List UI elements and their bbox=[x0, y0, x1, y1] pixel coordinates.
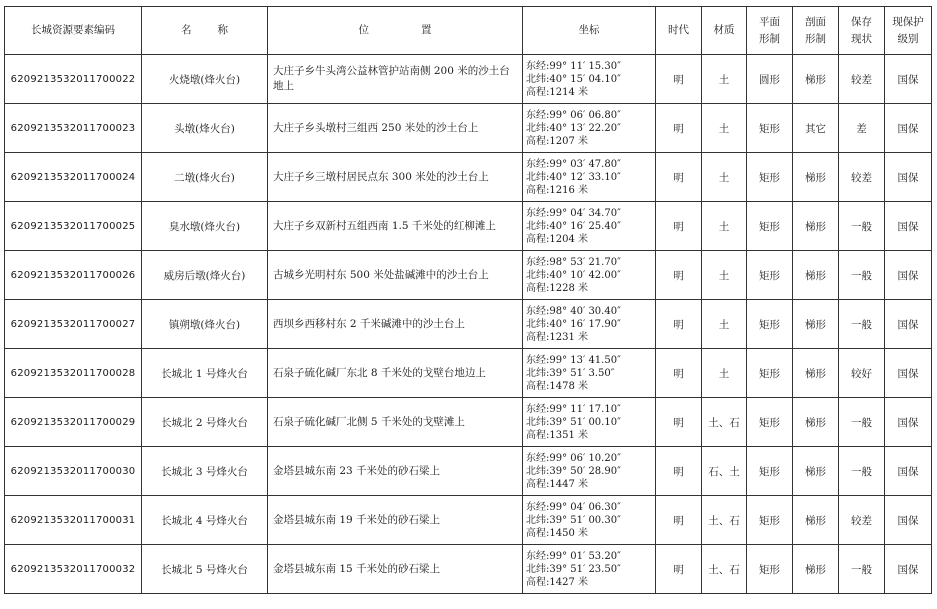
table-row bbox=[5, 545, 932, 594]
cell-plan-shape: 矩形 bbox=[747, 496, 793, 545]
coord-altitude: 高程:1450 米 bbox=[526, 527, 588, 539]
cell-section-shape: 梯形 bbox=[793, 300, 839, 349]
cell-era: 明 bbox=[656, 251, 702, 300]
cell-era: 明 bbox=[656, 153, 702, 202]
cell-name: 长城北 3 号烽火台 bbox=[142, 447, 268, 496]
cell-protection-level: 国保 bbox=[885, 545, 932, 594]
cell-plan-shape: 圆形 bbox=[747, 55, 793, 104]
cell-code: 6209213532011700026 bbox=[5, 251, 142, 300]
cell-coordinates bbox=[523, 300, 656, 349]
table-row bbox=[5, 202, 932, 251]
table-row bbox=[5, 55, 932, 104]
cell-location: 石泉子硫化碱厂北侧 5 千米处的戈壁滩上 bbox=[268, 398, 523, 447]
cell-preservation-state: 较差 bbox=[839, 496, 885, 545]
cell-material: 土 bbox=[702, 349, 747, 398]
cell-coordinates bbox=[523, 55, 656, 104]
coord-latitude: 北纬:39° 51′ 23.50″ bbox=[526, 563, 621, 575]
cell-material: 土 bbox=[702, 104, 747, 153]
cell-preservation-state: 一般 bbox=[839, 251, 885, 300]
cell-preservation-state: 差 bbox=[839, 104, 885, 153]
header-material: 材质 bbox=[702, 7, 747, 55]
coord-latitude: 北纬:40° 13′ 22.20″ bbox=[526, 122, 621, 134]
coord-longitude: 东经:99° 06′ 06.80″ bbox=[526, 109, 621, 121]
cell-material: 土 bbox=[702, 153, 747, 202]
cell-code: 6209213532011700030 bbox=[5, 447, 142, 496]
cell-coordinates bbox=[523, 104, 656, 153]
cell-protection-level: 国保 bbox=[885, 202, 932, 251]
table-row bbox=[5, 300, 932, 349]
cell-plan-shape: 矩形 bbox=[747, 545, 793, 594]
cell-protection-level: 国保 bbox=[885, 104, 932, 153]
coord-longitude: 东经:99° 04′ 06.30″ bbox=[526, 501, 621, 513]
cell-plan-shape: 矩形 bbox=[747, 251, 793, 300]
cell-location: 大庄子乡双新村五组西南 1.5 千米处的红柳滩上 bbox=[268, 202, 523, 251]
coord-altitude: 高程:1447 米 bbox=[526, 478, 588, 490]
cell-section-shape: 梯形 bbox=[793, 496, 839, 545]
coord-longitude: 东经:99° 06′ 10.20″ bbox=[526, 452, 621, 464]
cell-protection-level: 国保 bbox=[885, 55, 932, 104]
cell-coordinates bbox=[523, 202, 656, 251]
cell-name: 二墩(烽火台) bbox=[142, 153, 268, 202]
heritage-table-sheet bbox=[4, 6, 932, 594]
coord-altitude: 高程:1427 米 bbox=[526, 576, 588, 588]
coord-longitude: 东经:99° 13′ 41.50″ bbox=[526, 354, 621, 366]
cell-location: 石泉子硫化碱厂东北 8 千米处的戈壁台地边上 bbox=[268, 349, 523, 398]
cell-protection-level: 国保 bbox=[885, 447, 932, 496]
cell-section-shape: 梯形 bbox=[793, 202, 839, 251]
cell-era: 明 bbox=[656, 202, 702, 251]
cell-plan-shape: 矩形 bbox=[747, 202, 793, 251]
cell-coordinates bbox=[523, 545, 656, 594]
cell-code: 6209213532011700032 bbox=[5, 545, 142, 594]
cell-material: 土 bbox=[702, 55, 747, 104]
cell-section-shape: 梯形 bbox=[793, 251, 839, 300]
cell-code: 6209213532011700029 bbox=[5, 398, 142, 447]
coord-latitude: 北纬:40° 16′ 17.90″ bbox=[526, 318, 621, 330]
cell-plan-shape: 矩形 bbox=[747, 153, 793, 202]
cell-coordinates bbox=[523, 349, 656, 398]
cell-era: 明 bbox=[656, 300, 702, 349]
cell-location: 西坝乡西移村东 2 千米碱滩中的沙土台上 bbox=[268, 300, 523, 349]
cell-era: 明 bbox=[656, 104, 702, 153]
cell-section-shape: 梯形 bbox=[793, 545, 839, 594]
table-body bbox=[5, 55, 932, 594]
cell-plan-shape: 矩形 bbox=[747, 300, 793, 349]
cell-era: 明 bbox=[656, 447, 702, 496]
header-era: 时代 bbox=[656, 7, 702, 55]
cell-material: 土、石 bbox=[702, 545, 747, 594]
cell-material: 土、石 bbox=[702, 398, 747, 447]
cell-era: 明 bbox=[656, 545, 702, 594]
cell-location: 古城乡光明村东 500 米处盐碱滩中的沙土台上 bbox=[268, 251, 523, 300]
cell-protection-level: 国保 bbox=[885, 398, 932, 447]
cell-name: 臭水墩(烽火台) bbox=[142, 202, 268, 251]
cell-section-shape: 梯形 bbox=[793, 349, 839, 398]
coord-latitude: 北纬:40° 16′ 25.40″ bbox=[526, 220, 621, 232]
cell-era: 明 bbox=[656, 496, 702, 545]
cell-name: 长城北 2 号烽火台 bbox=[142, 398, 268, 447]
cell-era: 明 bbox=[656, 398, 702, 447]
cell-plan-shape: 矩形 bbox=[747, 104, 793, 153]
cell-material: 土 bbox=[702, 251, 747, 300]
coord-longitude: 东经:99° 11′ 15.30″ bbox=[526, 60, 621, 72]
table-header bbox=[5, 7, 932, 55]
cell-code: 6209213532011700028 bbox=[5, 349, 142, 398]
cell-material: 土 bbox=[702, 300, 747, 349]
cell-name: 火烧墩(烽火台) bbox=[142, 55, 268, 104]
header-protection-level: 现保护 级别 bbox=[885, 7, 932, 55]
cell-material: 土、石 bbox=[702, 496, 747, 545]
cell-material: 石、土 bbox=[702, 447, 747, 496]
cell-protection-level: 国保 bbox=[885, 349, 932, 398]
table-row bbox=[5, 398, 932, 447]
cell-code: 6209213532011700025 bbox=[5, 202, 142, 251]
cell-name: 威房后墩(烽火台) bbox=[142, 251, 268, 300]
coord-longitude: 东经:99° 01′ 53.20″ bbox=[526, 550, 621, 562]
coord-longitude: 东经:98° 40′ 30.40″ bbox=[526, 305, 621, 317]
header-plan-shape: 平面 形制 bbox=[747, 7, 793, 55]
coord-altitude: 高程:1231 米 bbox=[526, 331, 588, 343]
cell-protection-level: 国保 bbox=[885, 251, 932, 300]
cell-location: 大庄子乡头墩村三组西 250 米处的沙土台上 bbox=[268, 104, 523, 153]
cell-preservation-state: 一般 bbox=[839, 202, 885, 251]
cell-location: 金塔县城东南 15 千米处的砂石梁上 bbox=[268, 545, 523, 594]
cell-name: 长城北 4 号烽火台 bbox=[142, 496, 268, 545]
great-wall-beacon-table bbox=[4, 6, 932, 594]
cell-plan-shape: 矩形 bbox=[747, 398, 793, 447]
coord-altitude: 高程:1228 米 bbox=[526, 282, 588, 294]
coord-latitude: 北纬:40° 12′ 33.10″ bbox=[526, 171, 621, 183]
cell-section-shape: 梯形 bbox=[793, 447, 839, 496]
coord-latitude: 北纬:39° 51′ 00.10″ bbox=[526, 416, 621, 428]
cell-coordinates bbox=[523, 447, 656, 496]
table-row bbox=[5, 349, 932, 398]
coord-longitude: 东经:99° 11′ 17.10″ bbox=[526, 403, 621, 415]
coord-longitude: 东经:99° 03′ 47.80″ bbox=[526, 158, 621, 170]
cell-section-shape: 其它 bbox=[793, 104, 839, 153]
cell-preservation-state: 较好 bbox=[839, 349, 885, 398]
cell-code: 6209213532011700022 bbox=[5, 55, 142, 104]
table-row bbox=[5, 447, 932, 496]
cell-material: 土 bbox=[702, 202, 747, 251]
coord-latitude: 北纬:40° 10′ 42.00″ bbox=[526, 269, 621, 281]
table-row bbox=[5, 104, 932, 153]
cell-name: 镇朔墩(烽火台) bbox=[142, 300, 268, 349]
coord-longitude: 东经:98° 53′ 21.70″ bbox=[526, 256, 621, 268]
cell-location: 大庄子乡三墩村居民点东 300 米处的沙土台上 bbox=[268, 153, 523, 202]
cell-section-shape: 梯形 bbox=[793, 153, 839, 202]
cell-plan-shape: 矩形 bbox=[747, 447, 793, 496]
header-preservation-state: 保存 现状 bbox=[839, 7, 885, 55]
cell-name: 长城北 5 号烽火台 bbox=[142, 545, 268, 594]
cell-plan-shape: 矩形 bbox=[747, 349, 793, 398]
coord-altitude: 高程:1204 米 bbox=[526, 233, 588, 245]
cell-name: 头墩(烽火台) bbox=[142, 104, 268, 153]
coord-latitude: 北纬:39° 50′ 28.90″ bbox=[526, 465, 621, 477]
cell-preservation-state: 一般 bbox=[839, 398, 885, 447]
header-section-shape: 剖面 形制 bbox=[793, 7, 839, 55]
cell-code: 6209213532011700027 bbox=[5, 300, 142, 349]
cell-preservation-state: 较差 bbox=[839, 153, 885, 202]
cell-location: 金塔县城东南 23 千米处的砂石梁上 bbox=[268, 447, 523, 496]
coord-altitude: 高程:1478 米 bbox=[526, 380, 588, 392]
cell-name: 长城北 1 号烽火台 bbox=[142, 349, 268, 398]
cell-protection-level: 国保 bbox=[885, 153, 932, 202]
cell-preservation-state: 一般 bbox=[839, 545, 885, 594]
cell-section-shape: 梯形 bbox=[793, 398, 839, 447]
cell-protection-level: 国保 bbox=[885, 300, 932, 349]
coord-altitude: 高程:1216 米 bbox=[526, 184, 588, 196]
cell-coordinates bbox=[523, 251, 656, 300]
cell-era: 明 bbox=[656, 55, 702, 104]
cell-preservation-state: 一般 bbox=[839, 300, 885, 349]
table-row bbox=[5, 496, 932, 545]
cell-coordinates bbox=[523, 153, 656, 202]
cell-era: 明 bbox=[656, 349, 702, 398]
cell-location: 大庄子乡牛头湾公益林管护站南侧 200 米的沙土台地上 bbox=[268, 55, 523, 104]
cell-code: 6209213532011700024 bbox=[5, 153, 142, 202]
cell-section-shape: 梯形 bbox=[793, 55, 839, 104]
coord-latitude: 北纬:39° 51′ 3.50″ bbox=[526, 367, 615, 379]
header-name: 名 称 bbox=[142, 7, 268, 55]
coord-altitude: 高程:1214 米 bbox=[526, 86, 588, 98]
coord-altitude: 高程:1351 米 bbox=[526, 429, 588, 441]
coord-latitude: 北纬:39° 51′ 00.30″ bbox=[526, 514, 621, 526]
cell-coordinates bbox=[523, 398, 656, 447]
cell-code: 6209213532011700031 bbox=[5, 496, 142, 545]
cell-protection-level: 国保 bbox=[885, 496, 932, 545]
table-row bbox=[5, 153, 932, 202]
cell-preservation-state: 较差 bbox=[839, 55, 885, 104]
coord-altitude: 高程:1207 米 bbox=[526, 135, 588, 147]
cell-preservation-state: 一般 bbox=[839, 447, 885, 496]
cell-location: 金塔县城东南 19 千米处的砂石梁上 bbox=[268, 496, 523, 545]
header-code: 长城资源要素编码 bbox=[5, 7, 142, 55]
coord-latitude: 北纬:40° 15′ 04.10″ bbox=[526, 73, 621, 85]
coord-longitude: 东经:99° 04′ 34.70″ bbox=[526, 207, 621, 219]
cell-code: 6209213532011700023 bbox=[5, 104, 142, 153]
cell-coordinates bbox=[523, 496, 656, 545]
header-location: 位 置 bbox=[268, 7, 523, 55]
header-coordinates: 坐标 bbox=[523, 7, 656, 55]
table-row bbox=[5, 251, 932, 300]
